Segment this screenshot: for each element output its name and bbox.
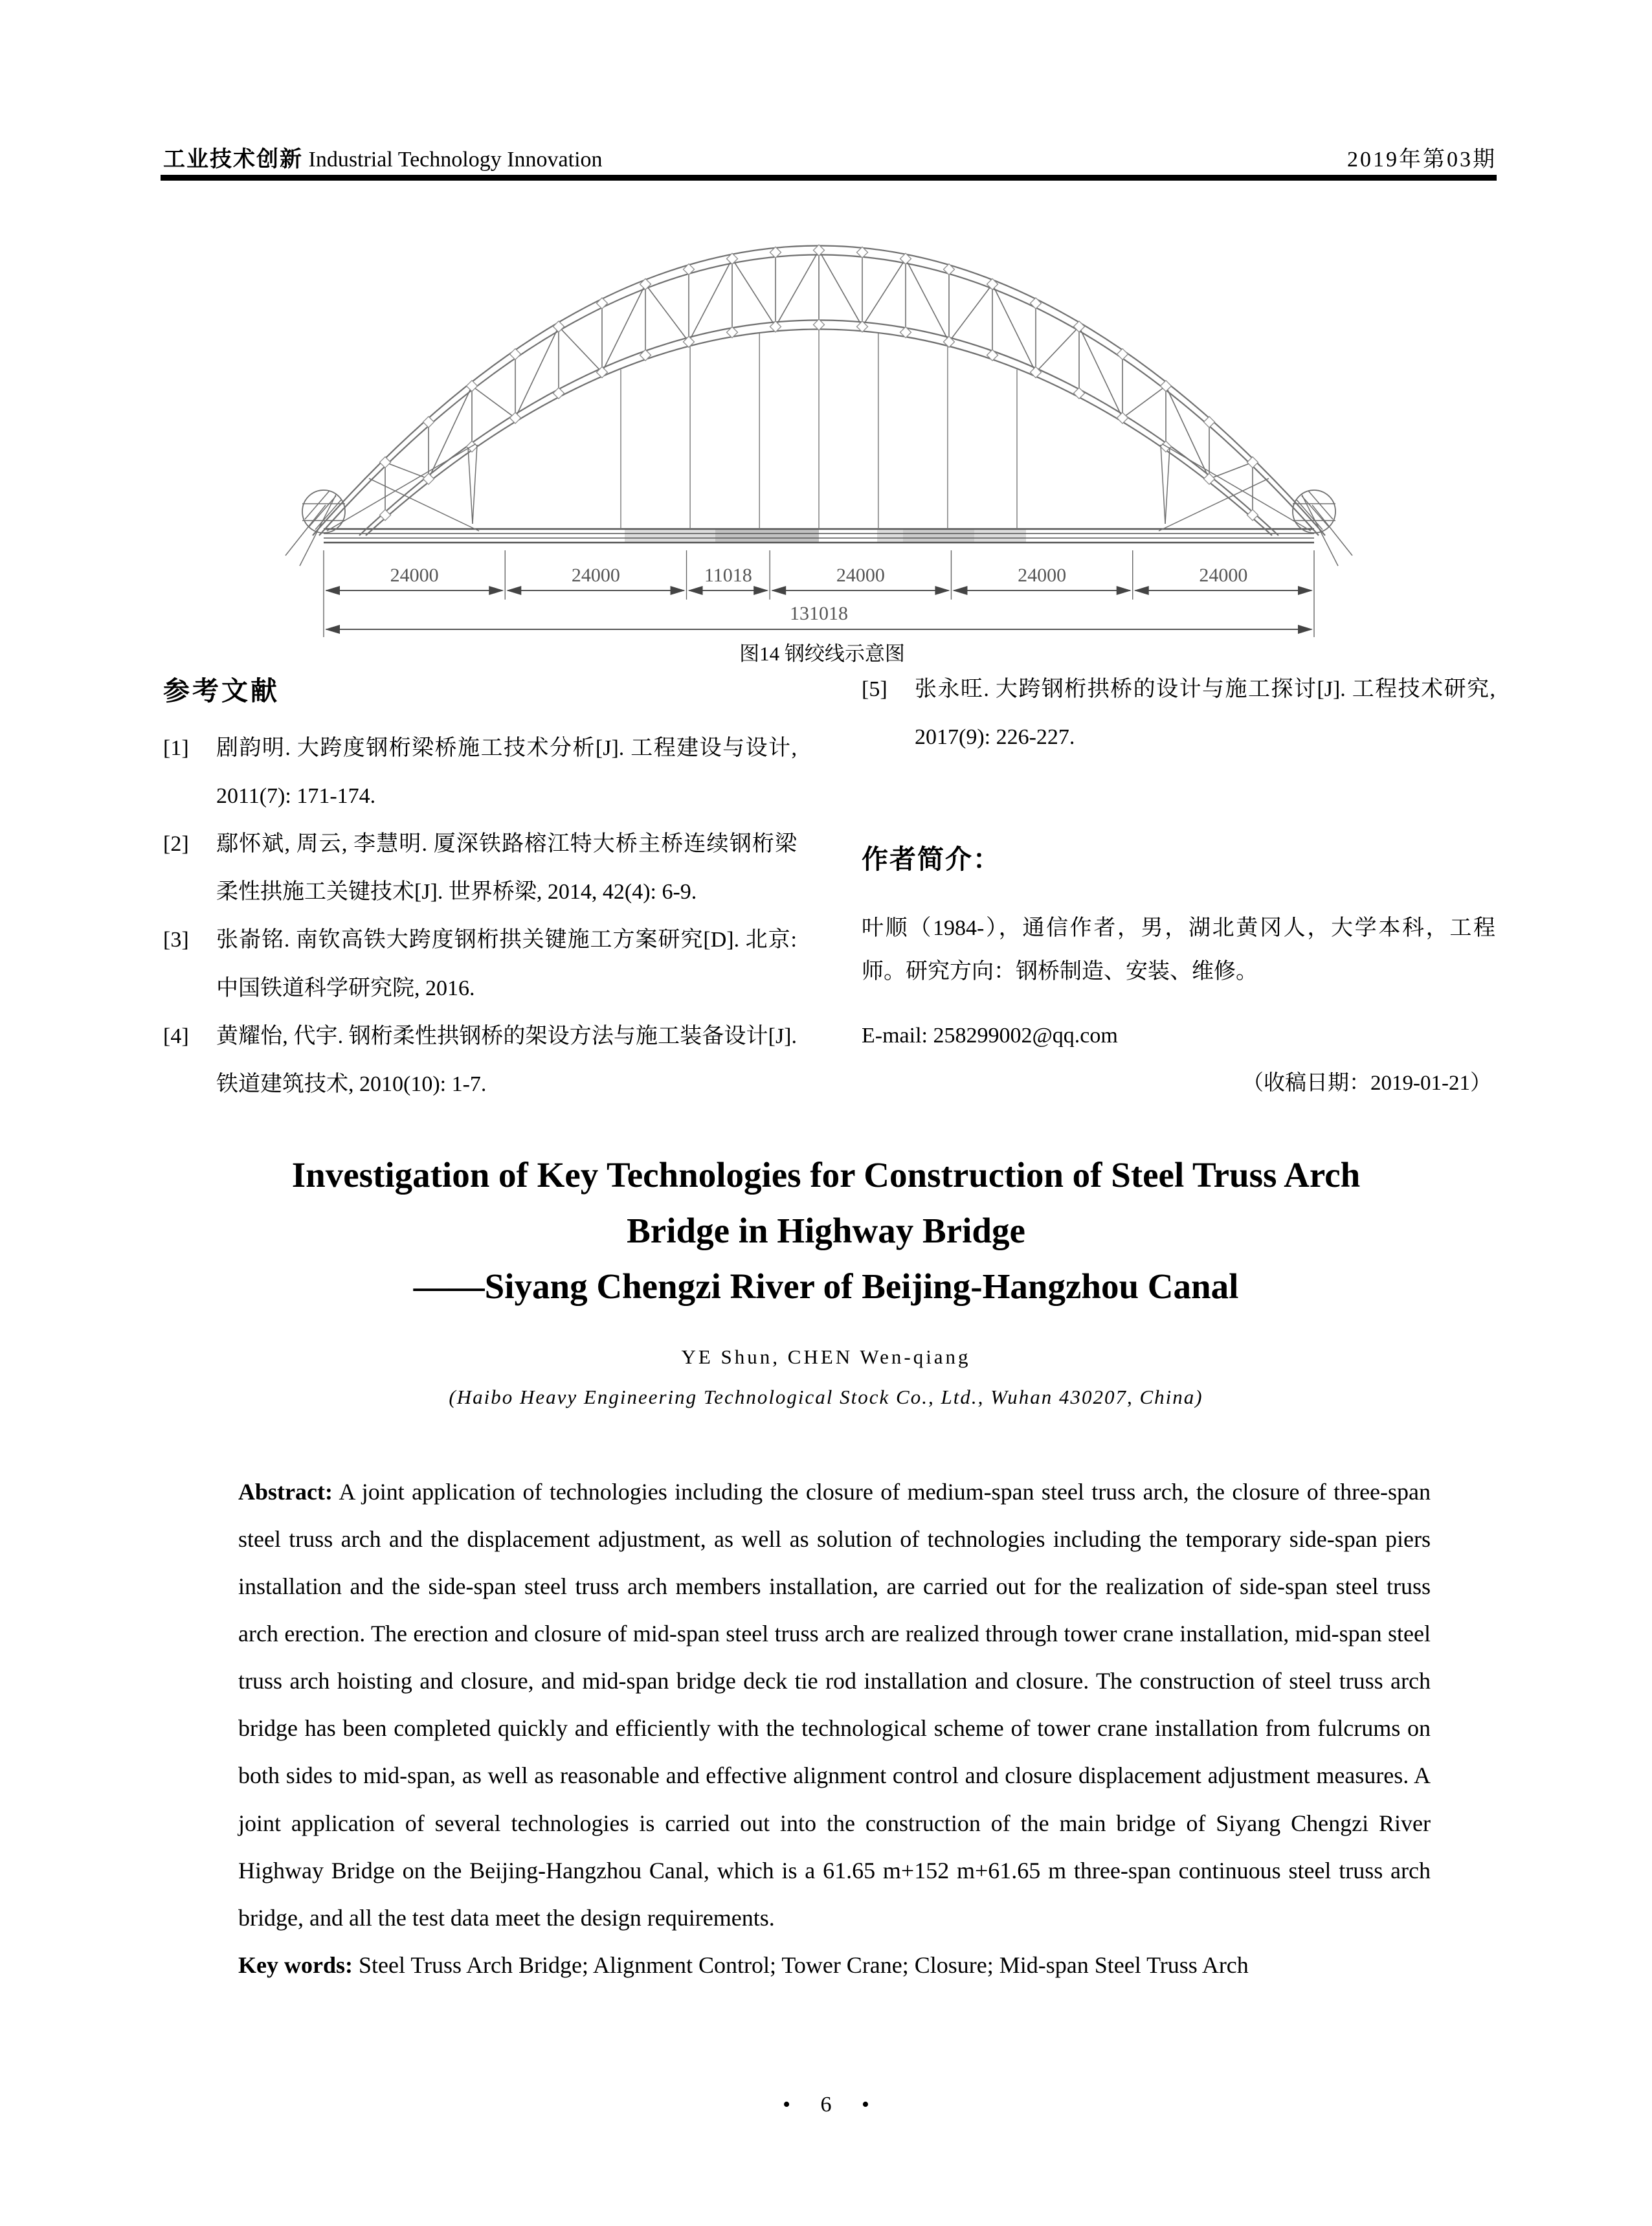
title-line-3: ——Siyang Chengzi River of Beijing-Hangzhou Canal	[413, 1266, 1239, 1306]
received-date: （收稿日期：2019-01-21）	[1242, 1072, 1491, 1096]
reference-item	[163, 1013, 797, 1108]
keywords-label: Key words:	[238, 1951, 353, 1978]
reference-number: [5]	[862, 677, 887, 701]
author-bio-text: 叶顺（1984-），通信作者，男，湖北黄冈人，大学本科，工程师。研究方向：钢桥制造、安装、维修。	[862, 916, 1495, 984]
dim-segment-6: 24000	[1199, 565, 1248, 586]
reference-text: 黄耀怡, 代宇. 钢桁柔性拱钢桥的架设方法与施工装备设计[J]. 铁道建筑技术, 2010(10): 1-7.	[216, 1024, 797, 1096]
bridge-diagram	[262, 202, 1382, 637]
reference-text: 张嵛铭. 南钦高铁大跨度钢桁拱关键施工方案研究[D]. 北京: 中国铁道科学研究院, 2016.	[216, 928, 797, 1000]
reference-number: [3]	[163, 928, 189, 952]
reference-item	[163, 916, 797, 1012]
reference-number: [2]	[163, 832, 189, 857]
reference-item	[163, 725, 797, 820]
dim-segment-3: 11018	[704, 565, 752, 586]
abstract-text: A joint application of technologies including the closure of medium-span steel truss arch, the closure of three-span steel truss arch and the displacement adjustment, as well as solution of technologies including the temporary side-span piers installation and the side-span steel truss arch members installation, are carried out for the realization of side-span steel truss arch erection. The erection and closure of mid-span steel truss arch are realized through tower crane installation, mid-span steel truss arch hoisting and closure, and mid-span bridge deck tie rod installation and closure. The construction of steel truss arch bridge has been completed quickly and efficiently with the technological scheme of tower crane installation from fulcrums on both sides to mid-span, as well as reasonable and effective alignment control and closure displacement adjustment measures. A joint application of several technologies is carried out into the construction of the main bridge of Siyang Chengzi River Highway Bridge on the Beijing-Hangzhou Canal, which is a 61.65 m+152 m+61.65 m three-span continuous steel truss arch bridge, and all the test data meet the design requirements.	[238, 1479, 1431, 1931]
dim-segment-5: 24000	[1018, 565, 1067, 586]
figure-14	[262, 202, 1382, 666]
dim-total: 131018	[790, 603, 848, 624]
dim-segment-2: 24000	[571, 565, 620, 586]
abstract-label: Abstract:	[238, 1479, 333, 1505]
left-column	[163, 666, 797, 1108]
reference-number: [1]	[163, 736, 189, 760]
keywords-paragraph	[238, 1942, 1431, 1989]
dimension-layer	[324, 550, 1314, 637]
figure-caption: 图14 钢绞线示意图	[739, 642, 905, 665]
right-column	[862, 666, 1495, 1108]
journal-name-en: Industrial Technology Innovation	[308, 148, 603, 172]
references-heading: 参考文献	[163, 676, 280, 706]
affiliation-line: (Haibo Heavy Engineering Technological Stock Co., Ltd., Wuhan 430207, China)	[449, 1386, 1203, 1408]
issue-label: 2019年第03期	[1347, 148, 1497, 172]
reference-text: 剧韵明. 大跨度钢桁梁桥施工技术分析[J]. 工程建设与设计, 2011(7): 171-174.	[216, 736, 797, 809]
reference-text: 鄢怀斌, 周云, 李慧明. 厦深铁路榕江特大桥主桥连续钢桁梁柔性拱施工关键技术[J]. 世界桥梁, 2014, 42(4): 6-9.	[216, 832, 797, 905]
reference-item	[163, 820, 797, 916]
authors-line: YE Shun, CHEN Wen-qiang	[681, 1345, 971, 1368]
reference-item	[862, 666, 1495, 761]
title-line-2: Bridge in Highway Bridge	[627, 1210, 1025, 1250]
article-title	[84, 1147, 1568, 1314]
abstract-section	[238, 1468, 1431, 1989]
reference-number: [4]	[163, 1024, 189, 1048]
author-email: E-mail: 258299002@qq.com	[862, 1023, 1118, 1048]
title-line-1: Investigation of Key Technologies for Construction of Steel Truss Arch	[291, 1155, 1361, 1195]
journal-name	[163, 141, 603, 173]
bridge-deck	[324, 529, 1314, 543]
journal-name-zh: 工业技术创新	[163, 148, 303, 172]
reference-text: 张永旺. 大跨钢桁拱桥的设计与施工探讨[J]. 工程技术研究, 2017(9): 226-227.	[915, 677, 1495, 750]
header-rule	[161, 175, 1497, 181]
keywords-text: Steel Truss Arch Bridge; Alignment Control; Tower Crane; Closure; Mid-span Steel Truss Arch	[352, 1951, 1249, 1978]
two-column-section	[163, 666, 1495, 1108]
abstract-paragraph	[238, 1468, 1431, 1942]
author-bio-heading: 作者简介：	[862, 844, 1001, 875]
dim-segment-1: 24000	[390, 565, 439, 586]
dim-segment-4: 24000	[836, 565, 885, 586]
page-number: • 6 •	[783, 2093, 869, 2117]
